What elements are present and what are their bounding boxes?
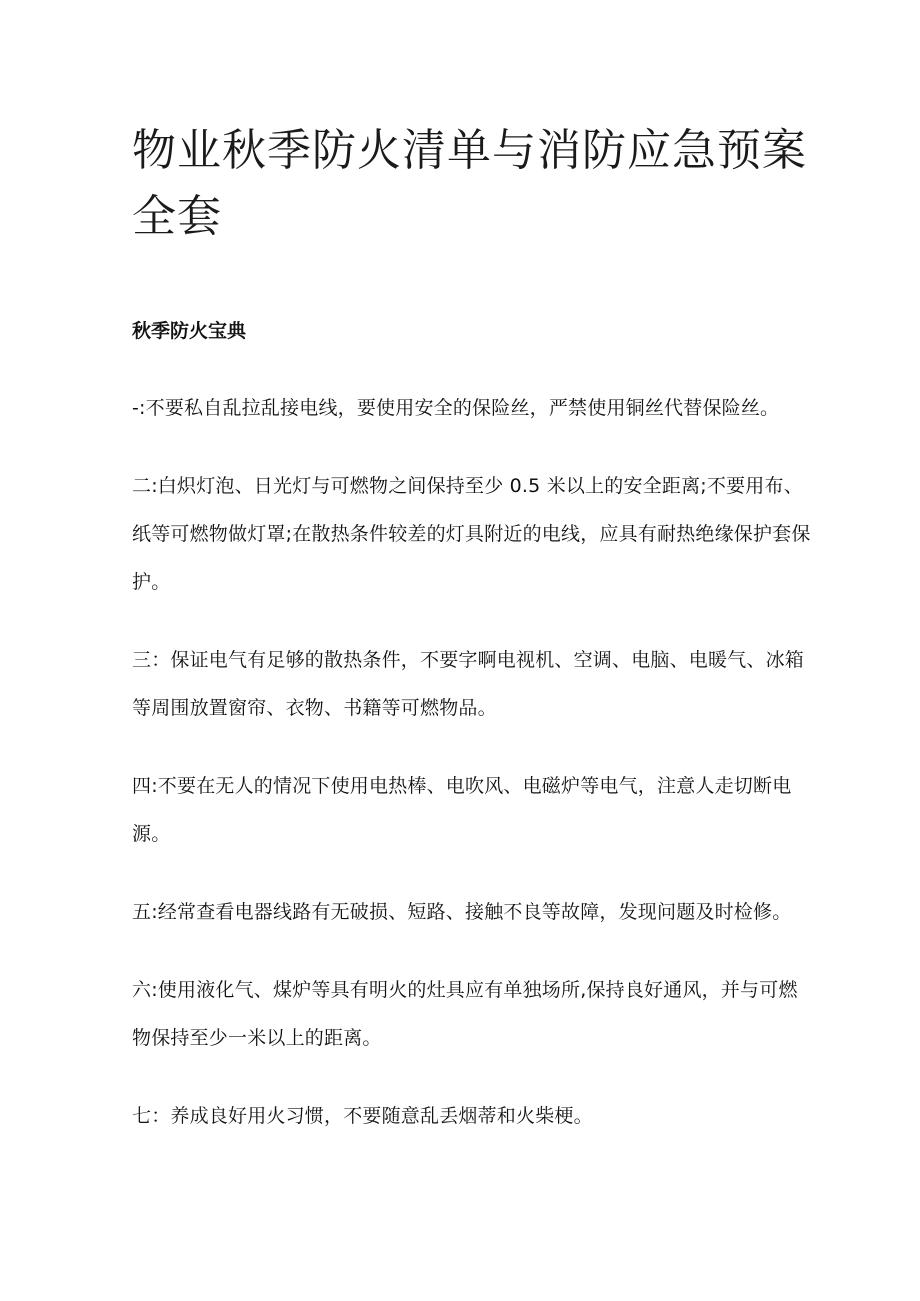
document-title: 物业秋季防火清单与消防应急预案全套 — [132, 125, 807, 242]
list-item: -:不要私自乱拉乱接电线，要使用安全的保险丝，严禁使用铜丝代替保险丝。 — [132, 397, 780, 419]
list-item: 六:使用液化气、煤炉等具有明火的灶具应有单独场所,保持良好通风，并与可燃物保持至少一米以上的距离。 — [132, 979, 798, 1049]
list-item: 七：养成良好用火习惯，不要随意乱丢烟蒂和火柴梗。 — [132, 1105, 593, 1127]
fire-safety-list — [132, 384, 812, 1170]
list-item: 二:白炽灯泡、日光灯与可燃物之间保持至少 0.5 米以上的安全距离;不要用布、纸等可燃物做灯罩;在散热条件较差的灯具附近的电线，应具有耐热绝缘保护套保护。 — [132, 475, 811, 593]
list-item: 三：保证电气有足够的散热条件，不要字啊电视机、空调、电脑、电暖气、冰箱等周围放置窗帘、衣物、书籍等可燃物品。 — [132, 649, 805, 719]
list-item: 四:不要在无人的情况下使用电热棒、电吹风、电磁炉等电气，注意人走切断电源。 — [132, 775, 792, 845]
section-heading: 秋季防火宝典 — [132, 320, 247, 342]
list-item: 五:经常查看电器线路有无破损、短路、接触不良等故障，发现问题及时检修。 — [132, 901, 792, 923]
